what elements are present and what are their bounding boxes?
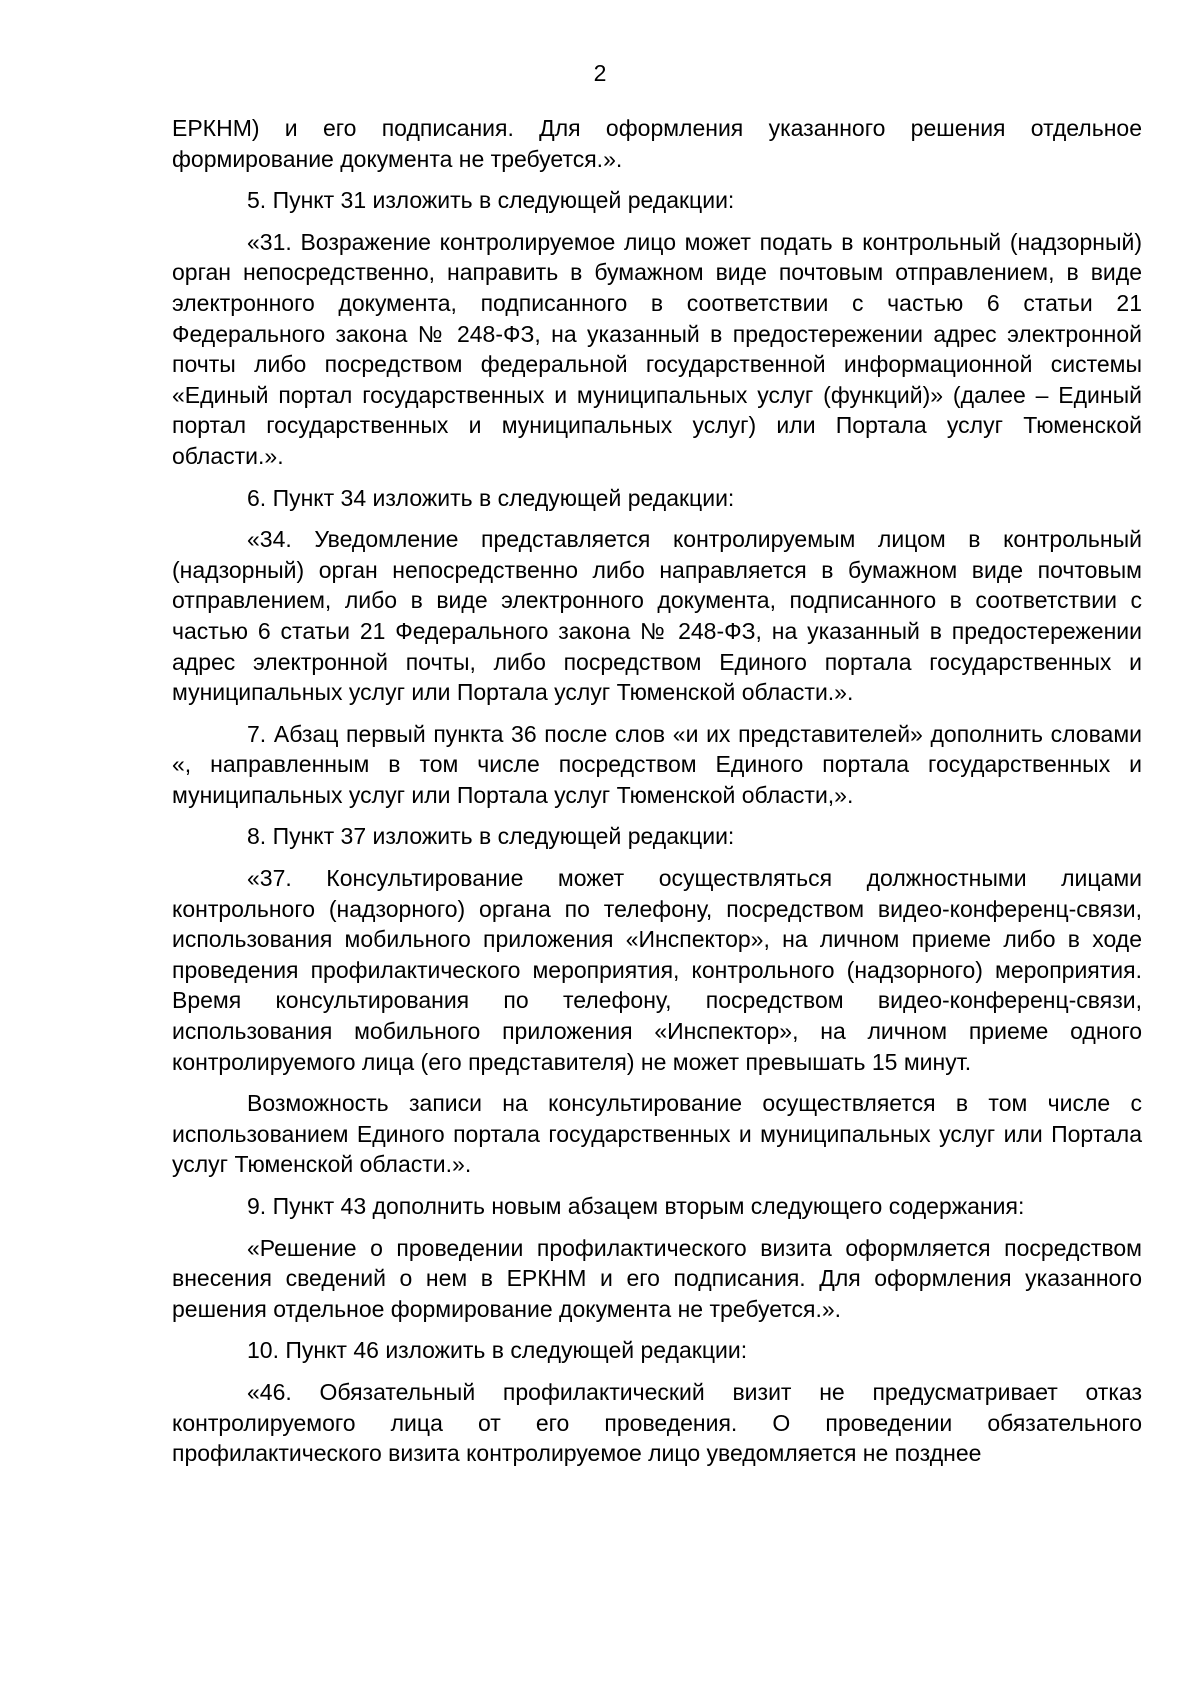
paragraph-item-6-heading: 6. Пункт 34 изложить в следующей редакции: (247, 484, 735, 511)
document-body (172, 113, 1142, 1480)
paragraph-item-31-text: «31. Возражение контролируемое лицо может подать в контрольный (надзорный) орган непосредственно, направить в бумажном виде почтовым отправлением, в виде электронного документа, подписанного в соответствии с частью 6 статьи 21 Федерального закона № 248-ФЗ, на указанный в предостережении адрес электронной почты либо посредством федеральной государственной информационной системы «Единый портал государственных и муниципальных услуг (функций)» (далее – Единый портал государственных и муниципальных услуг) или Портала услуг Тюменской области.». (172, 228, 1142, 469)
paragraph-item-37-second: Возможность записи на консультирование осуществляется в том числе с использованием Единого портала государственных и муниципальных услуг или Портала услуг Тюменской области.». (172, 1090, 1142, 1178)
paragraph-item-43-text: «Решение о проведении профилактического визита оформляется посредством внесения сведений о нем в ЕРКНМ и его подписания. Для оформления указанного решения отдельное формирование документа не требуется.». (172, 1234, 1142, 1322)
paragraph-item-5-heading: 5. Пункт 31 изложить в следующей редакции: (247, 187, 735, 214)
paragraph-item-46-text: «46. Обязательный профилактический визит не предусматривает отказ контролируемого лица от его проведения. О проведении обязательного профилактического визита контролируемое лицо уведомляется не позднее (172, 1378, 1142, 1467)
page-number: 2 (593, 60, 607, 86)
paragraph-item-9-heading: 9. Пункт 43 дополнить новым абзацем вторым следующего содержания: (247, 1193, 1025, 1219)
paragraph-continuation: ЕРКНМ) и его подписания. Для оформления указанного решения отдельное формирование документа не требуется.». (172, 115, 1142, 172)
paragraph-item-37-text: «37. Консультирование может осуществляться должностными лицами контрольного (надзорного) органа по телефону, посредством видео-конференц-связи, использования мобильного приложения «Инспектор», на личном приеме либо в ходе проведения профилактического мероприятия, контрольного (надзорного) мероприятия. Время консультирования по телефону, посредством видео-конференц-связи, использования мобильного приложения «Инспектор», на личном приеме одного контролируемого лица (его представителя) не может превышать 15 минут. (172, 865, 1142, 1075)
paragraph-item-7-text: 7. Абзац первый пункта 36 после слов «и их представителей» дополнить словами «, направленным в том числе посредством Единого портала государственных и муниципальных услуг или Портала услуг Тюменской области,». (172, 720, 1142, 808)
paragraph-item-8-heading: 8. Пункт 37 изложить в следующей редакции: (247, 823, 735, 850)
paragraph-item-34-text: «34. Уведомление представляется контролируемым лицом в контрольный (надзорный) орган непосредственно либо направляется в бумажном виде почтовым отправлением, либо в виде электронного документа, подписанного в соответствии с частью 6 статьи 21 Федерального закона № 248-ФЗ, на указанный в предостережении адрес электронной почты, либо посредством Единого портала государственных и муниципальных услуг или Портала услуг Тюменской области.». (172, 526, 1142, 706)
paragraph-item-10-heading: 10. Пункт 46 изложить в следующей редакции: (247, 1337, 748, 1364)
